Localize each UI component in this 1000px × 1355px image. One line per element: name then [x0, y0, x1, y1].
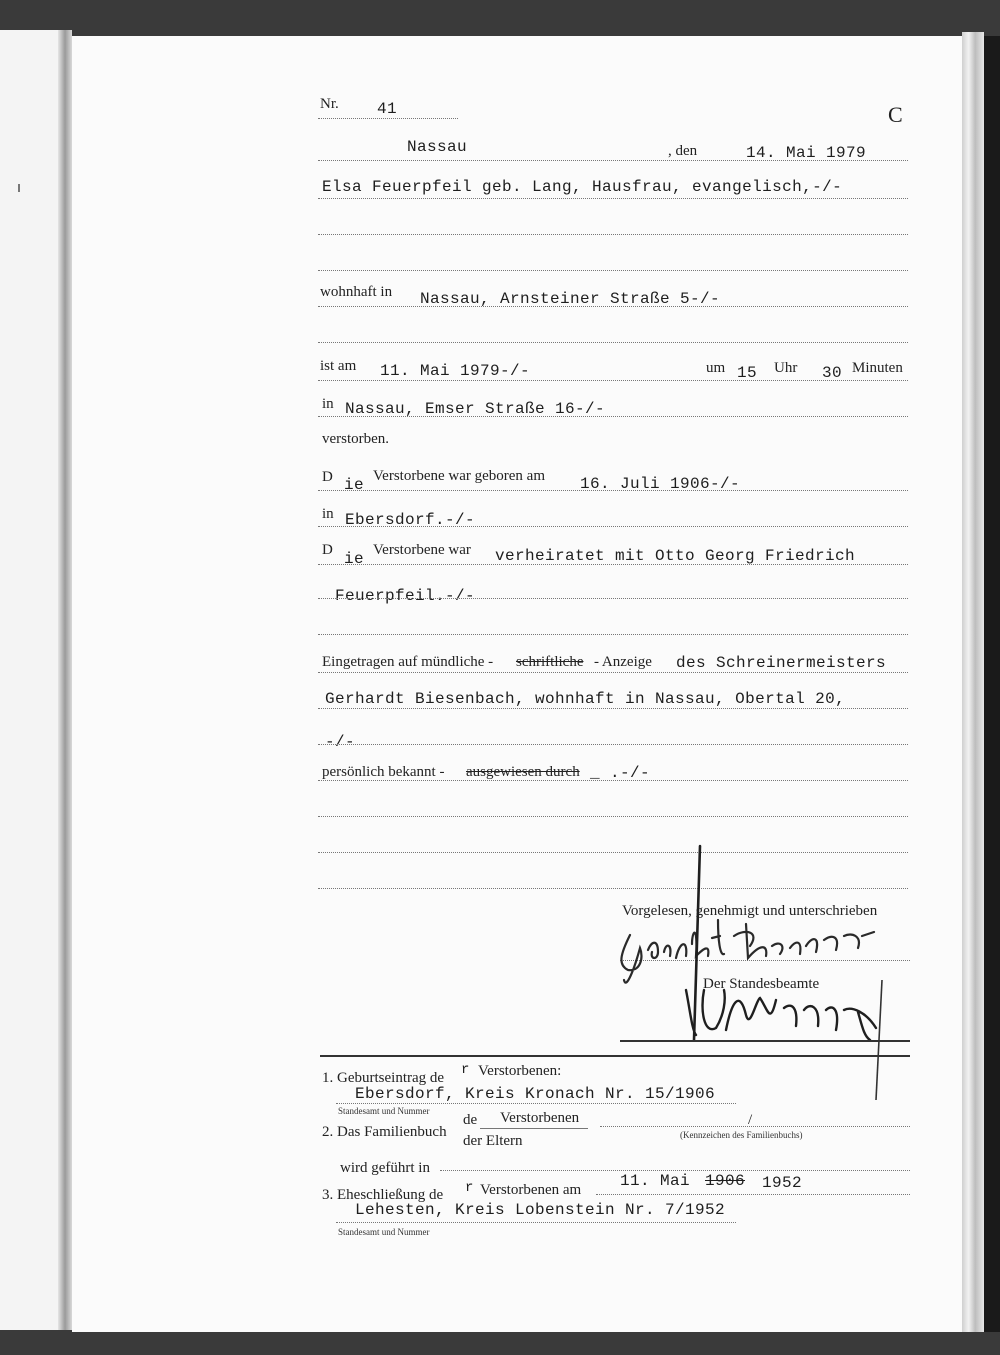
note3-label: 3. Eheschließung de — [322, 1187, 444, 1203]
nr-label: Nr. — [320, 96, 339, 112]
note2-de-line — [480, 1128, 588, 1129]
birth-label: Verstorbene war geboren am — [373, 468, 546, 484]
wird-label: wird geführt in — [340, 1160, 430, 1176]
cover-edge — [984, 36, 1000, 1332]
residence-value: Nassau, Arnsteiner Straße 5-/- — [420, 290, 721, 308]
residence-label: wohnhaft in — [320, 284, 393, 300]
minuten-label: Minuten — [852, 360, 903, 376]
birth-date-line — [318, 490, 908, 491]
footer-separator — [320, 1055, 910, 1057]
person-line-2 — [318, 234, 908, 235]
marital-line-1 — [318, 564, 908, 565]
report-line3: -/- — [325, 733, 356, 751]
report-label-start: Eingetragen auf mündliche - — [322, 654, 494, 670]
um-label: um — [706, 360, 726, 376]
death-date: 11. Mai 1979-/- — [380, 362, 531, 380]
note2-slash: / — [748, 1112, 753, 1128]
place-date-line — [318, 160, 908, 161]
note3-date-b: 1952 — [762, 1174, 803, 1192]
marital-d-label: D — [322, 542, 333, 558]
marital-line-2 — [318, 598, 908, 599]
marital-line-3 — [318, 634, 908, 635]
note1-label: 1. Geburtseintrag de — [322, 1070, 445, 1086]
marital-label: Verstorbene war — [373, 542, 471, 558]
note1-value: Ebersdorf, Kreis Kronach Nr. 15/1906 — [355, 1085, 716, 1103]
den-label: , den — [668, 143, 698, 159]
report-label-end: - Anzeige — [594, 654, 652, 670]
report-line1: des Schreinermeisters — [676, 654, 887, 672]
form-letter: C — [888, 102, 903, 127]
kennzeichen-label: (Kennzeichen des Familienbuchs) — [680, 1130, 803, 1140]
marital-line2: Feuerpfeil.-/- — [335, 587, 476, 605]
identity-struck: ausgewiesen durch — [466, 764, 580, 780]
note2-eltern: der Eltern — [463, 1133, 523, 1149]
report-line-2 — [318, 708, 908, 709]
death-place: Nassau, Emser Straße 16-/- — [345, 400, 606, 418]
standesamt-label: Standesamt und Nummer — [338, 1106, 430, 1116]
birth-place-line — [318, 526, 908, 527]
residence-line-2 — [318, 342, 908, 343]
death-date-line — [318, 380, 908, 381]
footer-top-line — [620, 1040, 910, 1042]
death-in-label: in — [322, 396, 334, 412]
marital-suffix: ie — [344, 550, 365, 568]
report-line2: Gerhardt Biesenbach, wohnhaft in Nassau, Obertal 20, — [325, 690, 846, 708]
note1-line — [336, 1103, 736, 1104]
note3-line — [336, 1222, 736, 1223]
report-line-3 — [318, 744, 908, 745]
verstorben-label: verstorben. — [322, 431, 390, 447]
identity-line-1 — [318, 780, 908, 781]
handwritten-signatures — [600, 840, 900, 1060]
birth-d-label: D — [322, 469, 333, 485]
report-label-struck: schriftliche — [516, 654, 584, 670]
report-line-1 — [318, 672, 908, 673]
place-value: Nassau — [407, 138, 468, 156]
identity-line-2 — [318, 816, 908, 817]
birth-suffix: ie — [344, 476, 365, 494]
nr-line — [318, 118, 458, 119]
birth-date: 16. Juli 1906-/- — [580, 475, 741, 493]
note3-date-line — [596, 1194, 910, 1195]
note3-suffix: r — [465, 1180, 474, 1196]
person-line-3 — [318, 270, 908, 271]
note2-de: de — [463, 1112, 478, 1128]
note2-line — [600, 1126, 910, 1127]
note3-label-end: Verstorbenen am — [480, 1182, 582, 1198]
note3-date-struck: 1906 — [705, 1172, 746, 1190]
book-gutter — [58, 30, 72, 1330]
nr-value: 41 — [377, 100, 398, 118]
note2-verstorbenen: Verstorbenen — [500, 1110, 580, 1126]
residence-line — [318, 306, 908, 307]
official-label: Der Standesbeamte — [703, 976, 820, 992]
read-approved-label: Vorgelesen, genehmigt und unterschrieben — [622, 903, 878, 919]
page-mark — [18, 184, 20, 192]
identity-label: persönlich bekannt - — [322, 764, 445, 780]
death-place-line — [318, 416, 908, 417]
note1-label-end: Verstorbenen: — [478, 1063, 562, 1079]
marital-line1: verheiratet mit Otto Georg Friedrich — [495, 547, 856, 565]
birth-place: Ebersdorf.-/- — [345, 511, 476, 529]
note3-value: Lehesten, Kreis Lobenstein Nr. 7/1952 — [355, 1201, 726, 1219]
wird-line — [440, 1170, 910, 1171]
identity-value: _ .-/- — [590, 764, 651, 782]
death-hour: 15 — [737, 364, 758, 382]
death-minutes: 30 — [822, 364, 843, 382]
date-value: 14. Mai 1979 — [746, 144, 867, 162]
birth-in-label: in — [322, 506, 334, 522]
note1-suffix: r — [461, 1062, 470, 1078]
page-edges — [962, 32, 984, 1332]
person-line: Elsa Feuerpfeil geb. Lang, Hausfrau, evangelisch,-/- — [322, 178, 843, 196]
uhr-label: Uhr — [774, 360, 798, 376]
note2-label: 2. Das Familienbuch — [322, 1124, 447, 1140]
note3-date-a: 11. Mai — [620, 1172, 691, 1190]
person-line-1 — [318, 198, 908, 199]
standesamt-label-2: Standesamt und Nummer — [338, 1227, 430, 1237]
ist-am-label: ist am — [320, 358, 357, 374]
